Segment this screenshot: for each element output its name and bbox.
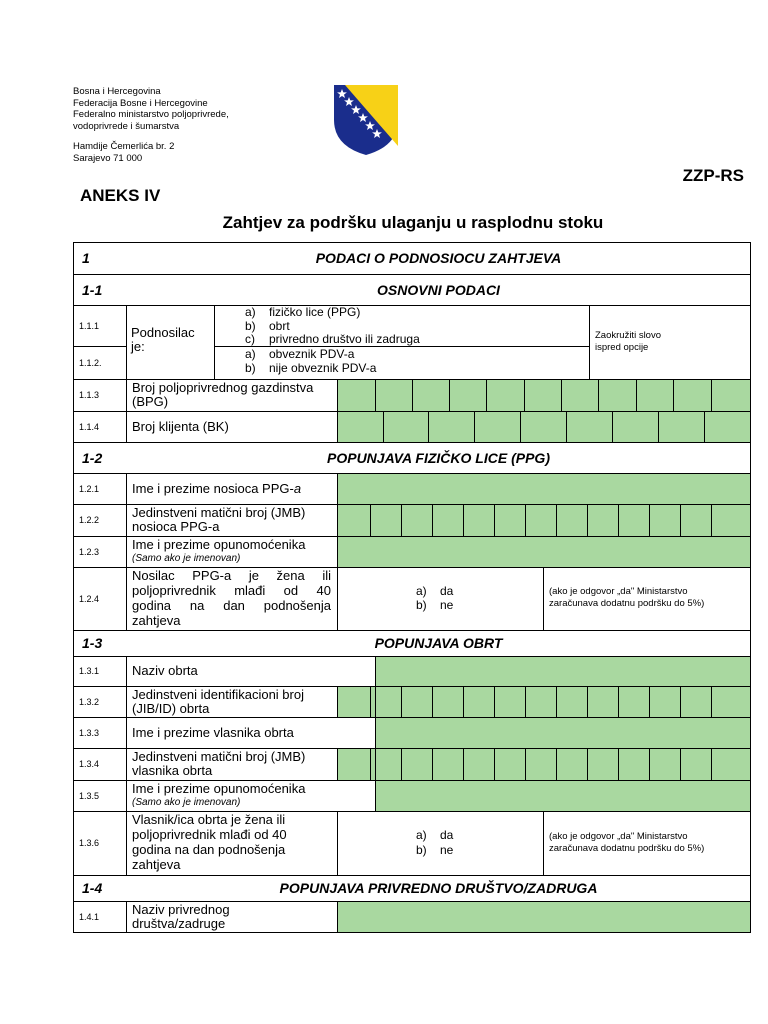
annex-label: ANEKS IV bbox=[80, 186, 161, 205]
craft-owner-jmb-input[interactable] bbox=[337, 748, 750, 780]
row-number-1-3-2: 1.3.2 bbox=[79, 696, 100, 707]
row-number-1-4-1: 1.4.1 bbox=[79, 911, 100, 922]
address-line: Bosna i Hercegovina bbox=[73, 86, 161, 97]
row-number-1-2-4: 1.2.4 bbox=[79, 593, 100, 604]
row-number-1-3-3: 1.3.3 bbox=[79, 727, 100, 738]
option-company[interactable]: c) privredno društvo ili zadruga bbox=[245, 332, 420, 346]
craft-bonus-note: (ako je odgovor „da" Ministarstvo zaračunava dodatnu podršku do 5%) bbox=[549, 831, 705, 854]
ppg-proxy-label: Ime i prezime opunomoćenika (Samo ako je imenovan) bbox=[132, 536, 306, 564]
address-line: Federacija Bosne i Hercegovine bbox=[73, 97, 208, 109]
craft-jib-input[interactable] bbox=[337, 686, 750, 717]
section-1-3-title: POPUNJAVA OBRT bbox=[374, 635, 503, 651]
section-1-number: 1 bbox=[82, 250, 90, 266]
section-1-4-title: POPUNJAVA PRIVREDNO DRUŠTVO/ZADRUGA bbox=[279, 880, 598, 896]
row-number-1-1-2: 1.1.2. bbox=[79, 357, 102, 368]
city-address: Sarajevo 71 000 bbox=[73, 152, 143, 164]
company-name-input[interactable] bbox=[337, 901, 750, 932]
row-number-1-2-3: 1.2.3 bbox=[79, 546, 100, 557]
application-form bbox=[73, 242, 750, 933]
option-no[interactable]: b) ne bbox=[416, 598, 454, 612]
client-number-label: Broj klijenta (BK) bbox=[132, 418, 229, 434]
row-number-1-1-3: 1.1.3 bbox=[79, 390, 100, 400]
row-number-1-1-1: 1.1.1 bbox=[79, 320, 100, 331]
ppg-holder-jmb-label: Jedinstveni matični broj (JMB) nosioca PPG-a bbox=[132, 505, 306, 534]
craft-woman-young-options bbox=[416, 828, 536, 858]
row-number-1-1-4: 1.1.4 bbox=[79, 421, 100, 432]
option-natural-person[interactable]: a) fizičko lice (PPG) bbox=[245, 305, 361, 319]
ppg-bonus-note: (ako je odgovor „da" Ministarstvo zaračunava dodatnu podršku do 5%) bbox=[549, 586, 705, 609]
option-no[interactable]: b) ne bbox=[416, 843, 454, 857]
option-yes[interactable]: a) da bbox=[416, 584, 454, 598]
address-line: Federalno ministarstvo poljoprivrede, bbox=[73, 109, 229, 120]
section-1-4-number: 1-4 bbox=[82, 880, 103, 896]
option-not-vat-payer[interactable]: b) nije obveznik PDV-a bbox=[245, 360, 377, 375]
ppg-proxy-name-input[interactable] bbox=[337, 536, 750, 567]
ppg-holder-jmb-input[interactable] bbox=[337, 504, 750, 536]
craft-owner-jmb-label: Jedinstveni matični broj (JMB) vlasnika obrta bbox=[132, 749, 306, 778]
subsection-1-1-title: OSNOVNI PODACI bbox=[377, 281, 500, 298]
row-number-1-3-4: 1.3.4 bbox=[79, 759, 100, 769]
street-address: Hamdije Čemerlića br. 2 bbox=[73, 141, 175, 152]
form-title: Zahtjev za podršku ulaganju u rasplodnu stoku bbox=[222, 213, 604, 232]
option-vat-payer[interactable]: a) obveznik PDV-a bbox=[245, 347, 355, 361]
section-1-2-number: 1-2 bbox=[82, 449, 103, 466]
row-number-1-3-6: 1.3.6 bbox=[79, 838, 100, 848]
applicant-label: Podnosilac je: bbox=[131, 325, 195, 354]
craft-name-input[interactable] bbox=[375, 656, 750, 686]
subsection-1-1-number: 1-1 bbox=[82, 281, 103, 298]
ppg-holder-name-label: Ime i prezime nosioca PPG-a bbox=[132, 480, 302, 496]
row-number-1-3-1: 1.3.1 bbox=[79, 666, 100, 676]
row-number-1-2-1: 1.2.1 bbox=[79, 483, 100, 494]
craft-woman-young-label: Vlasnik/ica obrta je žena ili poljoprivrednik mlađi od 40 godina na dan podnošenja zahtjeva bbox=[132, 812, 287, 872]
craft-owner-name-input[interactable] bbox=[375, 717, 750, 748]
circle-instruction: Zaokružiti slovo ispred opcije bbox=[595, 330, 661, 353]
ministry-address bbox=[73, 86, 229, 164]
ppg-holder-name-input[interactable] bbox=[337, 473, 750, 504]
craft-name-label: Naziv obrta bbox=[132, 663, 198, 678]
row-number-1-2-2: 1.2.2 bbox=[79, 515, 100, 525]
company-name-label: Naziv privrednog društva/zadruge bbox=[132, 901, 230, 931]
applicant-type-options bbox=[245, 306, 585, 347]
ppg-woman-young-options bbox=[416, 584, 536, 612]
option-craft[interactable]: b) obrt bbox=[245, 318, 290, 333]
section-1-2-title: POPUNJAVA FIZIČKO LICE (PPG) bbox=[327, 449, 550, 466]
section-1-3-number: 1-3 bbox=[82, 635, 103, 651]
section-1-title: PODACI O PODNOSIOCU ZAHTJEVA bbox=[315, 250, 562, 266]
craft-owner-name-label: Ime i prezime vlasnika obrta bbox=[132, 724, 294, 740]
form-code: ZZP-RS bbox=[682, 166, 744, 185]
coat-of-arms-logo bbox=[333, 84, 399, 156]
bpg-input[interactable] bbox=[337, 379, 750, 411]
bpg-label: Broj poljoprivrednog gazdinstva (BPG) bbox=[132, 380, 314, 409]
vat-status-options bbox=[245, 348, 585, 375]
option-yes[interactable]: a) da bbox=[416, 828, 454, 842]
craft-proxy-label: Ime i prezime opunomoćenika (Samo ako je imenovan) bbox=[132, 780, 306, 808]
ppg-woman-young-label: Nosilac PPG-a je žena ili poljoprivrednik mlađi od 40 godina na dan podnošenja zahtjeva bbox=[132, 568, 331, 628]
client-number-input[interactable] bbox=[337, 411, 750, 442]
craft-proxy-name-input[interactable] bbox=[375, 780, 750, 811]
address-line: vodoprivrede i šumarstva bbox=[73, 120, 180, 132]
row-number-1-3-5: 1.3.5 bbox=[79, 790, 100, 801]
craft-jib-label: Jedinstveni identifikacioni broj (JIB/ID) obrta bbox=[132, 686, 304, 716]
